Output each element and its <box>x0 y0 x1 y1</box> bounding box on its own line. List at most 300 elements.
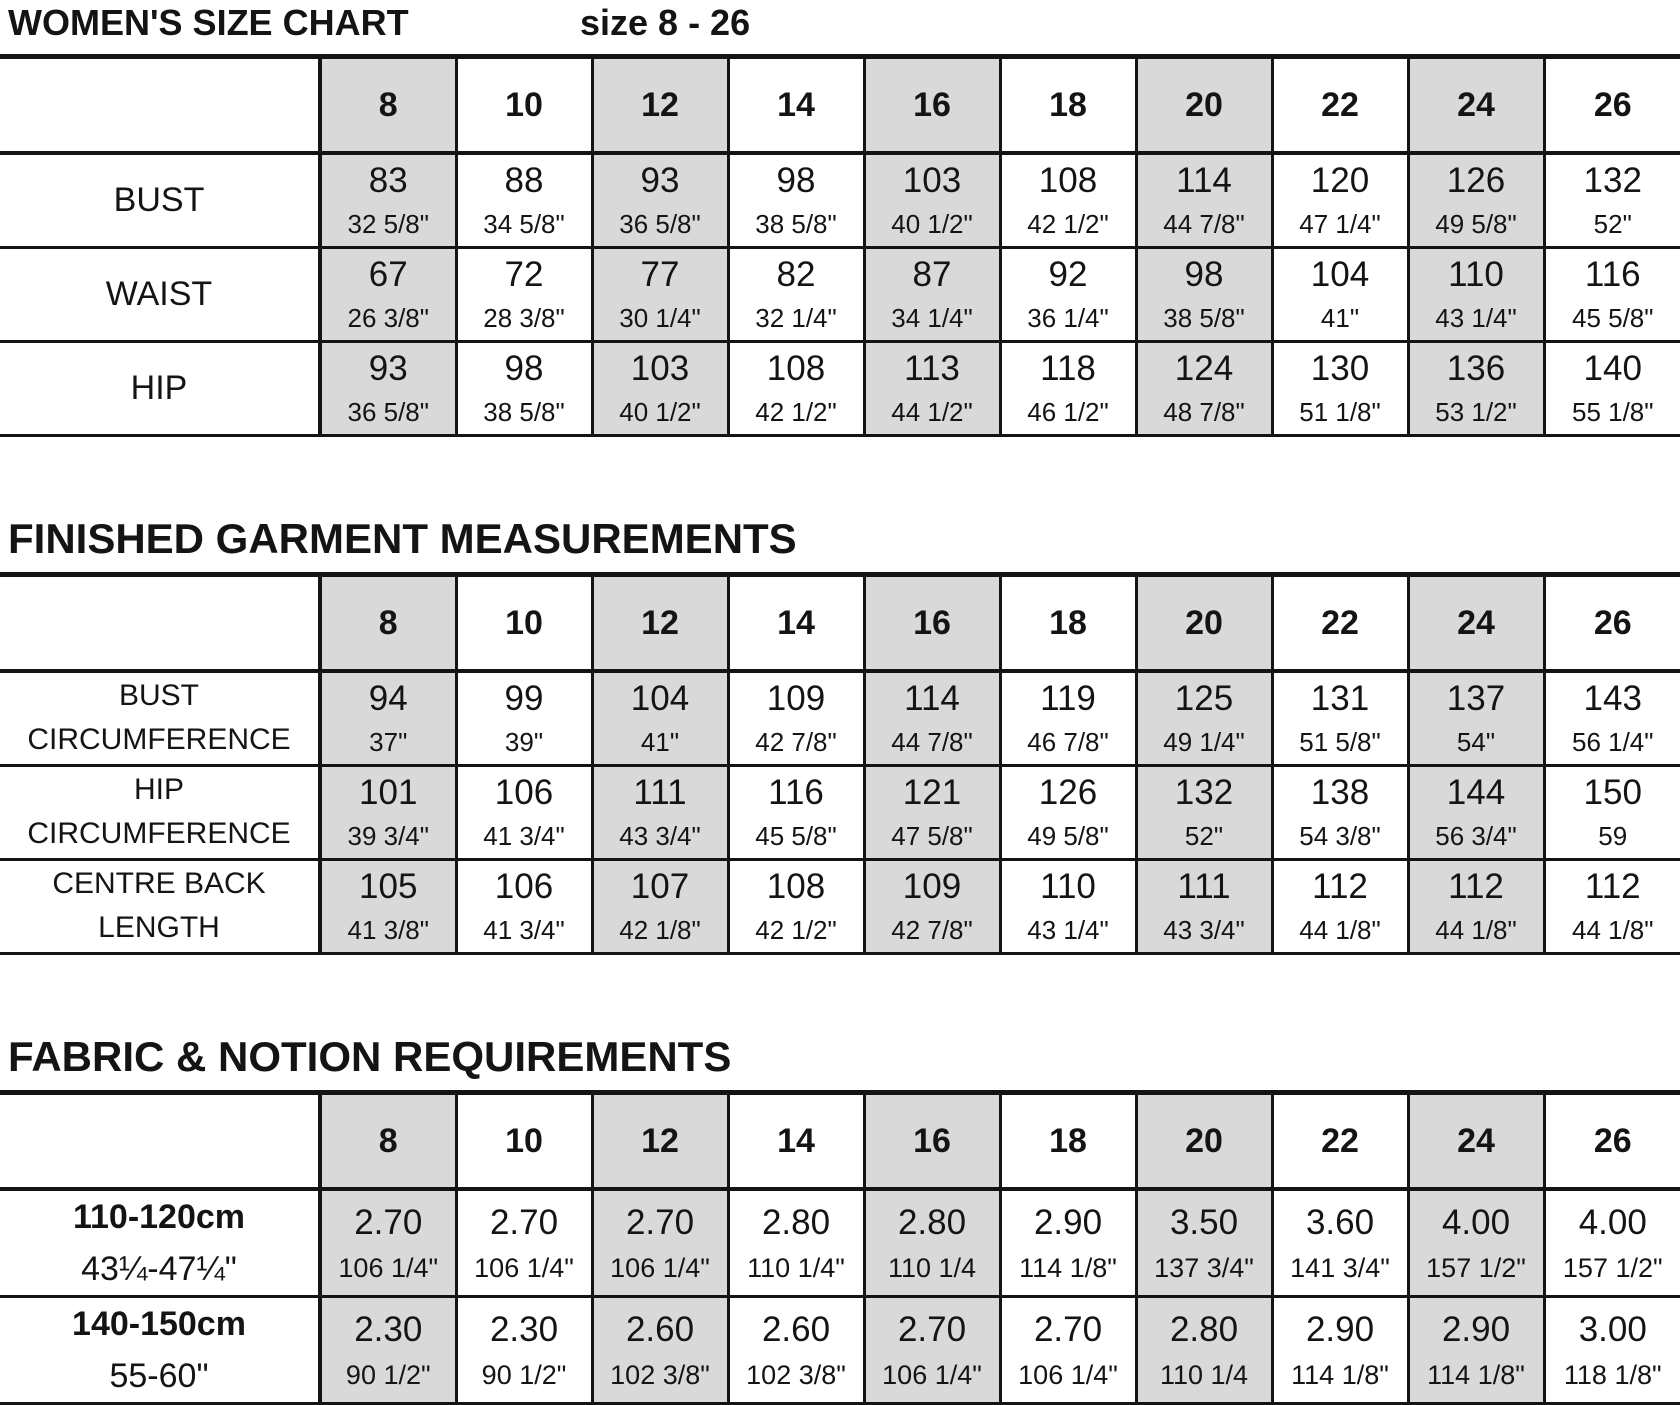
measure-cell <box>592 765 728 859</box>
measure-cell <box>1136 765 1272 859</box>
fabric-row-0 <box>0 1189 1680 1297</box>
metric-value: 114 <box>866 679 999 719</box>
size-header-24: 24 <box>1408 59 1544 153</box>
imperial-value: 34 1/4" <box>866 303 999 333</box>
measure-cell <box>1544 1189 1680 1297</box>
row-label: BUST <box>0 174 318 226</box>
metric-value: 104 <box>1274 255 1407 295</box>
metric-value: 2.80 <box>1138 1310 1271 1350</box>
measure-cell <box>1272 859 1408 953</box>
imperial-value: 55 1/8" <box>1546 397 1680 427</box>
metric-value: 112 <box>1410 867 1543 907</box>
metric-value: 109 <box>730 679 863 719</box>
metric-value: 2.30 <box>458 1310 591 1350</box>
measure-cell <box>456 765 592 859</box>
metric-value: 108 <box>730 867 863 907</box>
metric-value: 110 <box>1002 867 1135 907</box>
metric-value: 116 <box>730 773 863 813</box>
imperial-value: 106 1/4" <box>458 1253 591 1283</box>
metric-value: 106 <box>458 867 591 907</box>
row-label-line2: CIRCUMFERENCE <box>0 718 318 762</box>
metric-value: 125 <box>1138 679 1271 719</box>
imperial-value: 51 1/8" <box>1274 397 1407 427</box>
measure-cell <box>1000 1297 1136 1404</box>
size-header-8: 8 <box>320 1095 456 1189</box>
size-row-hip <box>0 341 1680 435</box>
measure-cell <box>456 1297 592 1404</box>
size-header-10: 10 <box>456 577 592 671</box>
measure-cell <box>728 1189 864 1297</box>
imperial-value: 56 3/4" <box>1410 821 1543 851</box>
row-label: WAIST <box>0 268 318 320</box>
metric-value: 98 <box>458 349 591 389</box>
size-header-12: 12 <box>592 577 728 671</box>
imperial-value: 102 3/8" <box>730 1360 863 1390</box>
imperial-value: 39" <box>458 727 591 757</box>
metric-value: 132 <box>1546 161 1680 201</box>
size-header-22: 22 <box>1272 59 1408 153</box>
imperial-value: 47 1/4" <box>1274 209 1407 239</box>
metric-value: 143 <box>1546 679 1680 719</box>
size-header-10: 10 <box>456 59 592 153</box>
imperial-value: 49 5/8" <box>1410 209 1543 239</box>
imperial-value: 41" <box>594 727 727 757</box>
metric-value: 98 <box>1138 255 1271 295</box>
measure-cell <box>728 671 864 765</box>
metric-value: 110 <box>1410 255 1543 295</box>
size-header-24: 24 <box>1408 577 1544 671</box>
measure-cell <box>1136 247 1272 341</box>
imperial-value: 106 1/4" <box>594 1253 727 1283</box>
imperial-value: 106 1/4" <box>1002 1360 1135 1390</box>
size-header-row <box>0 59 1680 153</box>
imperial-value: 51 5/8" <box>1274 727 1407 757</box>
finished-measurements-title: FINISHED GARMENT MEASUREMENTS <box>8 515 797 563</box>
measure-cell <box>1000 153 1136 247</box>
measure-cell <box>320 1297 456 1404</box>
measure-cell <box>456 153 592 247</box>
imperial-value: 44 1/8" <box>1410 915 1543 945</box>
imperial-value: 43 1/4" <box>1002 915 1135 945</box>
imperial-value: 44 1/2" <box>866 397 999 427</box>
measure-cell <box>1272 247 1408 341</box>
measure-cell <box>728 1297 864 1404</box>
imperial-value: 52" <box>1138 821 1271 851</box>
measure-cell <box>864 1189 1000 1297</box>
finished-measurements-table <box>0 577 1680 955</box>
size-row-waist-label <box>0 247 320 341</box>
measure-cell <box>728 859 864 953</box>
metric-value: 3.60 <box>1274 1203 1407 1243</box>
measure-cell <box>592 341 728 435</box>
measure-cell <box>1000 247 1136 341</box>
size-range-label: size 8 - 26 <box>580 2 750 44</box>
size-header-18: 18 <box>1000 59 1136 153</box>
metric-value: 77 <box>594 255 727 295</box>
metric-value: 121 <box>866 773 999 813</box>
size-header-8: 8 <box>320 577 456 671</box>
size-header-12: 12 <box>592 1095 728 1189</box>
imperial-value: 53 1/2" <box>1410 397 1543 427</box>
imperial-value: 41 3/4" <box>458 821 591 851</box>
measure-cell <box>1136 859 1272 953</box>
size-row-bust <box>0 153 1680 247</box>
imperial-value: 28 3/8" <box>458 303 591 333</box>
measure-cell <box>592 859 728 953</box>
measure-cell <box>456 671 592 765</box>
fabric-width-in: 43¼-47¼" <box>0 1243 318 1295</box>
imperial-value: 43 1/4" <box>1410 303 1543 333</box>
metric-value: 109 <box>866 867 999 907</box>
imperial-value: 106 1/4" <box>322 1253 455 1283</box>
imperial-value: 32 5/8" <box>322 209 455 239</box>
metric-value: 107 <box>594 867 727 907</box>
measure-cell <box>1136 153 1272 247</box>
metric-value: 2.70 <box>594 1203 727 1243</box>
metric-value: 113 <box>866 349 999 389</box>
finished-row-1-label <box>0 765 320 859</box>
measure-cell <box>1544 247 1680 341</box>
imperial-value: 42 7/8" <box>730 727 863 757</box>
imperial-value: 52" <box>1546 209 1680 239</box>
metric-value: 114 <box>1138 161 1271 201</box>
metric-value: 136 <box>1410 349 1543 389</box>
metric-value: 4.00 <box>1546 1203 1680 1243</box>
metric-value: 126 <box>1002 773 1135 813</box>
measure-cell <box>1272 1297 1408 1404</box>
fabric-width-cm: 110-120cm <box>0 1191 318 1243</box>
imperial-value: 42 1/2" <box>1002 209 1135 239</box>
size-chart-table <box>0 59 1680 437</box>
measure-cell <box>1136 341 1272 435</box>
imperial-value: 45 5/8" <box>1546 303 1680 333</box>
size-chart-title: WOMEN'S SIZE CHART <box>8 2 409 44</box>
header-blank-cell <box>0 577 320 671</box>
imperial-value: 43 3/4" <box>1138 915 1271 945</box>
fabric-width-in: 55-60" <box>0 1350 318 1402</box>
imperial-value: 141 3/4" <box>1274 1253 1407 1283</box>
measure-cell <box>864 671 1000 765</box>
imperial-value: 110 1/4 <box>1138 1360 1271 1390</box>
measure-cell <box>1000 1189 1136 1297</box>
measure-cell <box>592 247 728 341</box>
imperial-value: 48 7/8" <box>1138 397 1271 427</box>
metric-value: 126 <box>1410 161 1543 201</box>
imperial-value: 157 1/2" <box>1410 1253 1543 1283</box>
imperial-value: 40 1/2" <box>594 397 727 427</box>
measure-cell <box>320 859 456 953</box>
metric-value: 2.60 <box>594 1310 727 1350</box>
imperial-value: 45 5/8" <box>730 821 863 851</box>
size-header-22: 22 <box>1272 577 1408 671</box>
imperial-value: 39 3/4" <box>322 821 455 851</box>
metric-value: 2.80 <box>730 1203 863 1243</box>
measure-cell <box>1272 765 1408 859</box>
measure-cell <box>1000 341 1136 435</box>
row-label-line1: CENTRE BACK <box>0 862 318 906</box>
metric-value: 140 <box>1546 349 1680 389</box>
measure-cell <box>864 859 1000 953</box>
metric-value: 119 <box>1002 679 1135 719</box>
metric-value: 150 <box>1546 773 1680 813</box>
metric-value: 83 <box>322 161 455 201</box>
row-label-line1: BUST <box>0 674 318 718</box>
imperial-value: 37" <box>322 727 455 757</box>
imperial-value: 38 5/8" <box>1138 303 1271 333</box>
metric-value: 72 <box>458 255 591 295</box>
metric-value: 82 <box>730 255 863 295</box>
metric-value: 112 <box>1274 867 1407 907</box>
metric-value: 3.50 <box>1138 1203 1271 1243</box>
size-header-26: 26 <box>1544 1095 1680 1189</box>
row-label-line2: LENGTH <box>0 906 318 950</box>
measure-cell <box>456 859 592 953</box>
size-row-hip-label <box>0 341 320 435</box>
imperial-value: 46 7/8" <box>1002 727 1135 757</box>
fabric-width-cm: 140-150cm <box>0 1298 318 1350</box>
metric-value: 2.70 <box>1002 1310 1135 1350</box>
imperial-value: 54 3/8" <box>1274 821 1407 851</box>
metric-value: 2.90 <box>1274 1310 1407 1350</box>
size-header-26: 26 <box>1544 59 1680 153</box>
size-header-row <box>0 1095 1680 1189</box>
metric-value: 120 <box>1274 161 1407 201</box>
metric-value: 2.30 <box>322 1310 455 1350</box>
size-header-20: 20 <box>1136 577 1272 671</box>
measure-cell <box>864 1297 1000 1404</box>
measure-cell <box>320 765 456 859</box>
measure-cell <box>1408 153 1544 247</box>
metric-value: 137 <box>1410 679 1543 719</box>
imperial-value: 110 1/4 <box>866 1253 999 1283</box>
metric-value: 94 <box>322 679 455 719</box>
metric-value: 2.60 <box>730 1310 863 1350</box>
imperial-value: 49 1/4" <box>1138 727 1271 757</box>
size-header-14: 14 <box>728 59 864 153</box>
measure-cell <box>456 341 592 435</box>
metric-value: 98 <box>730 161 863 201</box>
imperial-value: 44 7/8" <box>866 727 999 757</box>
metric-value: 3.00 <box>1546 1310 1680 1350</box>
measure-cell <box>728 247 864 341</box>
size-row-bust-label <box>0 153 320 247</box>
fabric-row-1-label <box>0 1297 320 1404</box>
metric-value: 103 <box>594 349 727 389</box>
imperial-value: 41 3/8" <box>322 915 455 945</box>
size-header-18: 18 <box>1000 577 1136 671</box>
size-header-14: 14 <box>728 577 864 671</box>
measure-cell <box>592 1297 728 1404</box>
imperial-value: 42 1/8" <box>594 915 727 945</box>
fabric-requirements-table <box>0 1095 1680 1405</box>
imperial-value: 54" <box>1410 727 1543 757</box>
measure-cell <box>728 153 864 247</box>
size-header-12: 12 <box>592 59 728 153</box>
metric-value: 2.80 <box>866 1203 999 1243</box>
imperial-value: 114 1/8" <box>1002 1253 1135 1283</box>
measure-cell <box>592 153 728 247</box>
measure-cell <box>1136 1189 1272 1297</box>
imperial-value: 110 1/4" <box>730 1253 863 1283</box>
metric-value: 118 <box>1002 349 1135 389</box>
imperial-value: 137 3/4" <box>1138 1253 1271 1283</box>
measure-cell <box>320 153 456 247</box>
imperial-value: 34 5/8" <box>458 209 591 239</box>
measure-cell <box>456 247 592 341</box>
measure-cell <box>1000 859 1136 953</box>
measure-cell <box>1544 859 1680 953</box>
measure-cell <box>1408 247 1544 341</box>
metric-value: 108 <box>730 349 863 389</box>
measure-cell <box>728 765 864 859</box>
metric-value: 101 <box>322 773 455 813</box>
finished-row-0-label <box>0 671 320 765</box>
measure-cell <box>592 671 728 765</box>
imperial-value: 59 <box>1546 821 1680 851</box>
measure-cell <box>1544 1297 1680 1404</box>
measure-cell <box>1136 1297 1272 1404</box>
imperial-value: 36 5/8" <box>322 397 455 427</box>
metric-value: 92 <box>1002 255 1135 295</box>
metric-value: 103 <box>866 161 999 201</box>
fabric-requirements-title: FABRIC & NOTION REQUIREMENTS <box>8 1033 731 1081</box>
size-row-waist <box>0 247 1680 341</box>
metric-value: 124 <box>1138 349 1271 389</box>
metric-value: 105 <box>322 867 455 907</box>
measure-cell <box>1544 341 1680 435</box>
measure-cell <box>456 1189 592 1297</box>
imperial-value: 32 1/4" <box>730 303 863 333</box>
measure-cell <box>320 247 456 341</box>
imperial-value: 38 5/8" <box>730 209 863 239</box>
imperial-value: 44 1/8" <box>1546 915 1680 945</box>
size-header-16: 16 <box>864 59 1000 153</box>
metric-value: 4.00 <box>1410 1203 1543 1243</box>
measure-cell <box>1408 1297 1544 1404</box>
measure-cell <box>1408 341 1544 435</box>
imperial-value: 56 1/4" <box>1546 727 1680 757</box>
measure-cell <box>1408 765 1544 859</box>
size-header-row <box>0 577 1680 671</box>
measure-cell <box>1000 765 1136 859</box>
size-header-22: 22 <box>1272 1095 1408 1189</box>
size-header-24: 24 <box>1408 1095 1544 1189</box>
fabric-row-1 <box>0 1297 1680 1404</box>
metric-value: 2.70 <box>458 1203 591 1243</box>
metric-value: 88 <box>458 161 591 201</box>
metric-value: 87 <box>866 255 999 295</box>
measure-cell <box>1544 153 1680 247</box>
measure-cell <box>1272 153 1408 247</box>
finished-row-2-label <box>0 859 320 953</box>
imperial-value: 36 5/8" <box>594 209 727 239</box>
imperial-value: 47 5/8" <box>866 821 999 851</box>
measure-cell <box>1136 671 1272 765</box>
imperial-value: 102 3/8" <box>594 1360 727 1390</box>
imperial-value: 90 1/2" <box>458 1360 591 1390</box>
size-header-20: 20 <box>1136 1095 1272 1189</box>
measure-cell <box>864 153 1000 247</box>
imperial-value: 114 1/8" <box>1410 1360 1543 1390</box>
size-header-8: 8 <box>320 59 456 153</box>
size-header-10: 10 <box>456 1095 592 1189</box>
measure-cell <box>320 671 456 765</box>
metric-value: 131 <box>1274 679 1407 719</box>
size-header-26: 26 <box>1544 577 1680 671</box>
imperial-value: 49 5/8" <box>1002 821 1135 851</box>
metric-value: 2.90 <box>1002 1203 1135 1243</box>
imperial-value: 40 1/2" <box>866 209 999 239</box>
header-blank-cell <box>0 1095 320 1189</box>
measure-cell <box>1000 671 1136 765</box>
measure-cell <box>592 1189 728 1297</box>
size-header-16: 16 <box>864 577 1000 671</box>
metric-value: 130 <box>1274 349 1407 389</box>
size-header-20: 20 <box>1136 59 1272 153</box>
metric-value: 108 <box>1002 161 1135 201</box>
metric-value: 116 <box>1546 255 1680 295</box>
finished-row-1 <box>0 765 1680 859</box>
imperial-value: 42 1/2" <box>730 397 863 427</box>
measure-cell <box>728 341 864 435</box>
size-header-18: 18 <box>1000 1095 1136 1189</box>
imperial-value: 114 1/8" <box>1274 1360 1407 1390</box>
measure-cell <box>1272 671 1408 765</box>
imperial-value: 42 7/8" <box>866 915 999 945</box>
imperial-value: 118 1/8" <box>1546 1360 1680 1390</box>
imperial-value: 44 1/8" <box>1274 915 1407 945</box>
measure-cell <box>1272 341 1408 435</box>
imperial-value: 38 5/8" <box>458 397 591 427</box>
finished-row-0 <box>0 671 1680 765</box>
row-label: HIP <box>0 362 318 414</box>
imperial-value: 30 1/4" <box>594 303 727 333</box>
size-header-14: 14 <box>728 1095 864 1189</box>
imperial-value: 43 3/4" <box>594 821 727 851</box>
measure-cell <box>864 765 1000 859</box>
metric-value: 144 <box>1410 773 1543 813</box>
finished-row-2 <box>0 859 1680 953</box>
metric-value: 104 <box>594 679 727 719</box>
measure-cell <box>1408 671 1544 765</box>
metric-value: 99 <box>458 679 591 719</box>
measure-cell <box>1544 765 1680 859</box>
metric-value: 138 <box>1274 773 1407 813</box>
metric-value: 2.70 <box>322 1203 455 1243</box>
header-blank-cell <box>0 59 320 153</box>
metric-value: 2.70 <box>866 1310 999 1350</box>
imperial-value: 41 3/4" <box>458 915 591 945</box>
imperial-value: 46 1/2" <box>1002 397 1135 427</box>
measure-cell <box>864 341 1000 435</box>
imperial-value: 106 1/4" <box>866 1360 999 1390</box>
measure-cell <box>864 247 1000 341</box>
imperial-value: 90 1/2" <box>322 1360 455 1390</box>
measure-cell <box>1408 1189 1544 1297</box>
imperial-value: 36 1/4" <box>1002 303 1135 333</box>
measure-cell <box>320 1189 456 1297</box>
row-label-line2: CIRCUMFERENCE <box>0 812 318 856</box>
fabric-row-0-label <box>0 1189 320 1297</box>
measure-cell <box>320 341 456 435</box>
imperial-value: 157 1/2" <box>1546 1253 1680 1283</box>
metric-value: 106 <box>458 773 591 813</box>
size-header-16: 16 <box>864 1095 1000 1189</box>
imperial-value: 41" <box>1274 303 1407 333</box>
metric-value: 93 <box>594 161 727 201</box>
imperial-value: 44 7/8" <box>1138 209 1271 239</box>
imperial-value: 26 3/8" <box>322 303 455 333</box>
